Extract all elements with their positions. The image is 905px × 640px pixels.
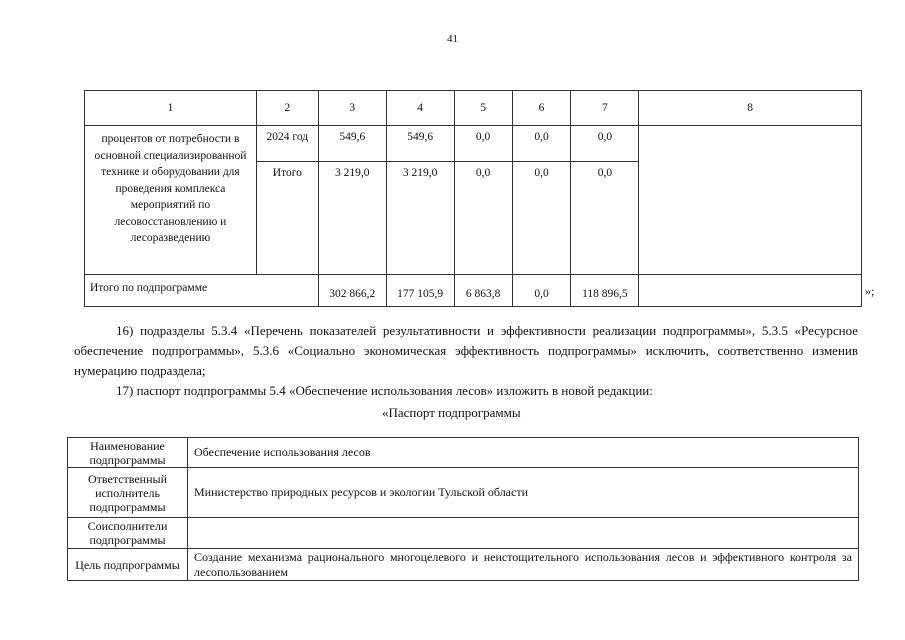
column-header: 6: [512, 91, 571, 126]
total-row: [85, 275, 862, 307]
closing-quote-mark: »;: [865, 284, 875, 298]
passport-table: [67, 437, 859, 581]
passport-label: Соисполнители подпрограммы: [68, 518, 188, 549]
value-cell: 0,0: [512, 126, 571, 162]
value-cell: 0,0: [454, 162, 512, 275]
value-cell: 3 219,0: [386, 162, 454, 275]
total-value-cell: 118 896,5: [571, 275, 639, 307]
column-header: 1: [85, 91, 257, 126]
total-value-cell: 177 105,9: [386, 275, 454, 307]
column-header: 5: [454, 91, 512, 126]
column-header: 8: [639, 91, 862, 126]
table-row: [68, 468, 859, 518]
passport-value: Обеспечение использования лесов: [188, 438, 859, 468]
passport-value: [188, 518, 859, 549]
table-row: [68, 549, 859, 581]
paragraph-16: 16) подразделы 5.3.4 «Перечень показателей результативности и эффективности реализации подпрограммы», 5.3.5 «Ресурсное обеспечение подпрограммы», 5.3.6 «Социально экономическая эффективность подпрограммы» исключить, соответственно изменив нумерацию подраздела;: [74, 323, 858, 378]
indicator-description: процентов от потребности в основной специализированной технике и оборудовании для проведения комплекса мероприятий по лесовосстановлению и лесоразведению: [85, 126, 257, 275]
column-8-cell: [639, 126, 862, 275]
total-label: Итого по подпрограмме: [85, 275, 319, 307]
value-cell: 549,6: [386, 126, 454, 162]
table-row: [68, 438, 859, 468]
passport-label: Ответственный исполнитель подпрограммы: [68, 468, 188, 518]
period-cell: Итого: [256, 162, 318, 275]
column-header: 3: [318, 91, 386, 126]
value-cell: 0,0: [571, 162, 639, 275]
paragraph-17: 17) паспорт подпрограммы 5.4 «Обеспечение использования лесов» изложить в новой редакции:: [116, 383, 653, 398]
results-table: [84, 90, 862, 307]
total-value-cell: 302 866,2: [318, 275, 386, 307]
column-header: 7: [571, 91, 639, 126]
page-number: 41: [447, 33, 458, 45]
passport-value: Создание механизма рационального многоцелевого и неистощительного использования лесов и эффективного контроля за лесопользованием: [188, 549, 859, 581]
table-row: [85, 126, 862, 162]
value-cell: 3 219,0: [318, 162, 386, 275]
passport-heading: «Паспорт подпрограммы: [382, 405, 521, 420]
period-cell: 2024 год: [256, 126, 318, 162]
column-8-cell: [639, 275, 862, 307]
passport-label: Цель подпрограммы: [68, 549, 188, 581]
total-value-cell: 0,0: [512, 275, 571, 307]
passport-label: Наименование подпрограммы: [68, 438, 188, 468]
column-header: 4: [386, 91, 454, 126]
passport-value: Министерство природных ресурсов и экологии Тульской области: [188, 468, 859, 518]
value-cell: 549,6: [318, 126, 386, 162]
total-value-cell: 6 863,8: [454, 275, 512, 307]
value-cell: 0,0: [571, 126, 639, 162]
value-cell: 0,0: [512, 162, 571, 275]
table-header-row: [85, 91, 862, 126]
column-header: 2: [256, 91, 318, 126]
value-cell: 0,0: [454, 126, 512, 162]
table-row: [68, 518, 859, 549]
